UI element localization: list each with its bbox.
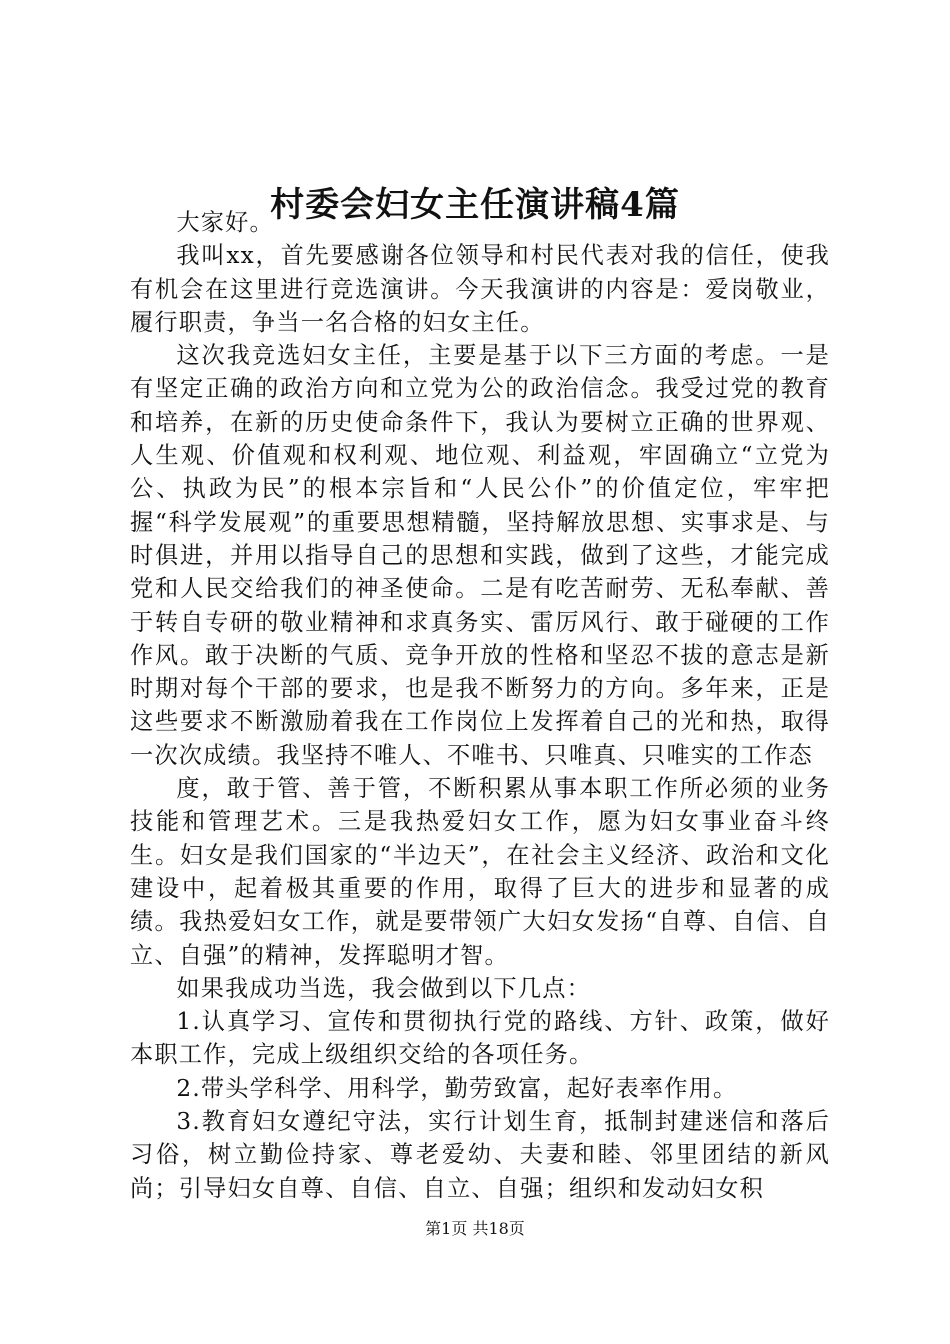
paragraph-introduction: 我叫xx，首先要感谢各位领导和村民代表对我的信任，使我有机会在这里进行竞选演讲。今天我演讲的内容是：爱岗敬业，履行职责，争当一名合格的妇女主任。 <box>130 242 830 336</box>
document-body <box>130 206 830 1205</box>
list-item-2: 2.带头学科学、用科学，勤劳致富，起好表率作用。 <box>176 1074 738 1102</box>
paragraph-commitment-intro: 如果我成功当选，我会做到以下几点： <box>176 974 591 1002</box>
paragraph-reasons-continued: 度，敢于管、善于管，不断积累从事本职工作所必须的业务技能和管理艺术。三是我热爱妇女工作，愿为妇女事业奋斗终生。妇女是我们国家的“半边天”，在社会主义经济、政治和文化建设中，起着极其重要的作用，取得了巨大的进步和显著的成绩。我热爱妇女工作，就是要带领广大妇女发扬“自尊、自信、自立、自强”的精神，发挥聪明才智。 <box>130 775 830 969</box>
document-title: 村委会妇女主任演讲稿4篇 <box>270 184 680 225</box>
paragraph-reasons: 这次我竞选妇女主任，主要是基于以下三方面的考虑。一是有坚定正确的政治方向和立党为公的政治信念。我受过党的教育和培养，在新的历史使命条件下，我认为要树立正确的世界观、人生观、价值观和权利观、地位观、利益观，牢固确立“立党为公、执政为民”的根本宗旨和“人民公仆”的价值定位，牢牢把握“科学发展观”的重要思想精髓，坚持解放思想、实事求是、与时俱进，并用以指导自己的思想和实践，做到了这些，才能完成党和人民交给我们的神圣使命。二是有吃苦耐劳、无私奉献、善于转自专研的敬业精神和求真务实、雷厉风行、敢于碰硬的工作作风。敢于决断的气质、竞争开放的性格和坚忍不拔的意志是新时期对每个干部的要求，也是我不断努力的方向。多年来，正是这些要求不断激励着我在工作岗位上发挥着自己的光和热，取得一次次成绩。我坚持不唯人、不唯书、只唯真、只唯实的工作态 <box>130 342 830 769</box>
list-item-1: 1.认真学习、宣传和贯彻执行党的路线、方针、政策，做好本职工作，完成上级组织交给的各项任务。 <box>130 1008 830 1069</box>
page-footer: 第1页 共18页 <box>425 1219 525 1238</box>
list-item-3: 3.教育妇女遵纪守法，实行计划生育，抵制封建迷信和落后习俗，树立勤俭持家、尊老爱幼、夫妻和睦、邻里团结的新风尚；引导妇女自尊、自信、自立、自强；组织和发动妇女积 <box>130 1108 830 1202</box>
paragraph-greeting: 大家好。 <box>176 209 274 236</box>
